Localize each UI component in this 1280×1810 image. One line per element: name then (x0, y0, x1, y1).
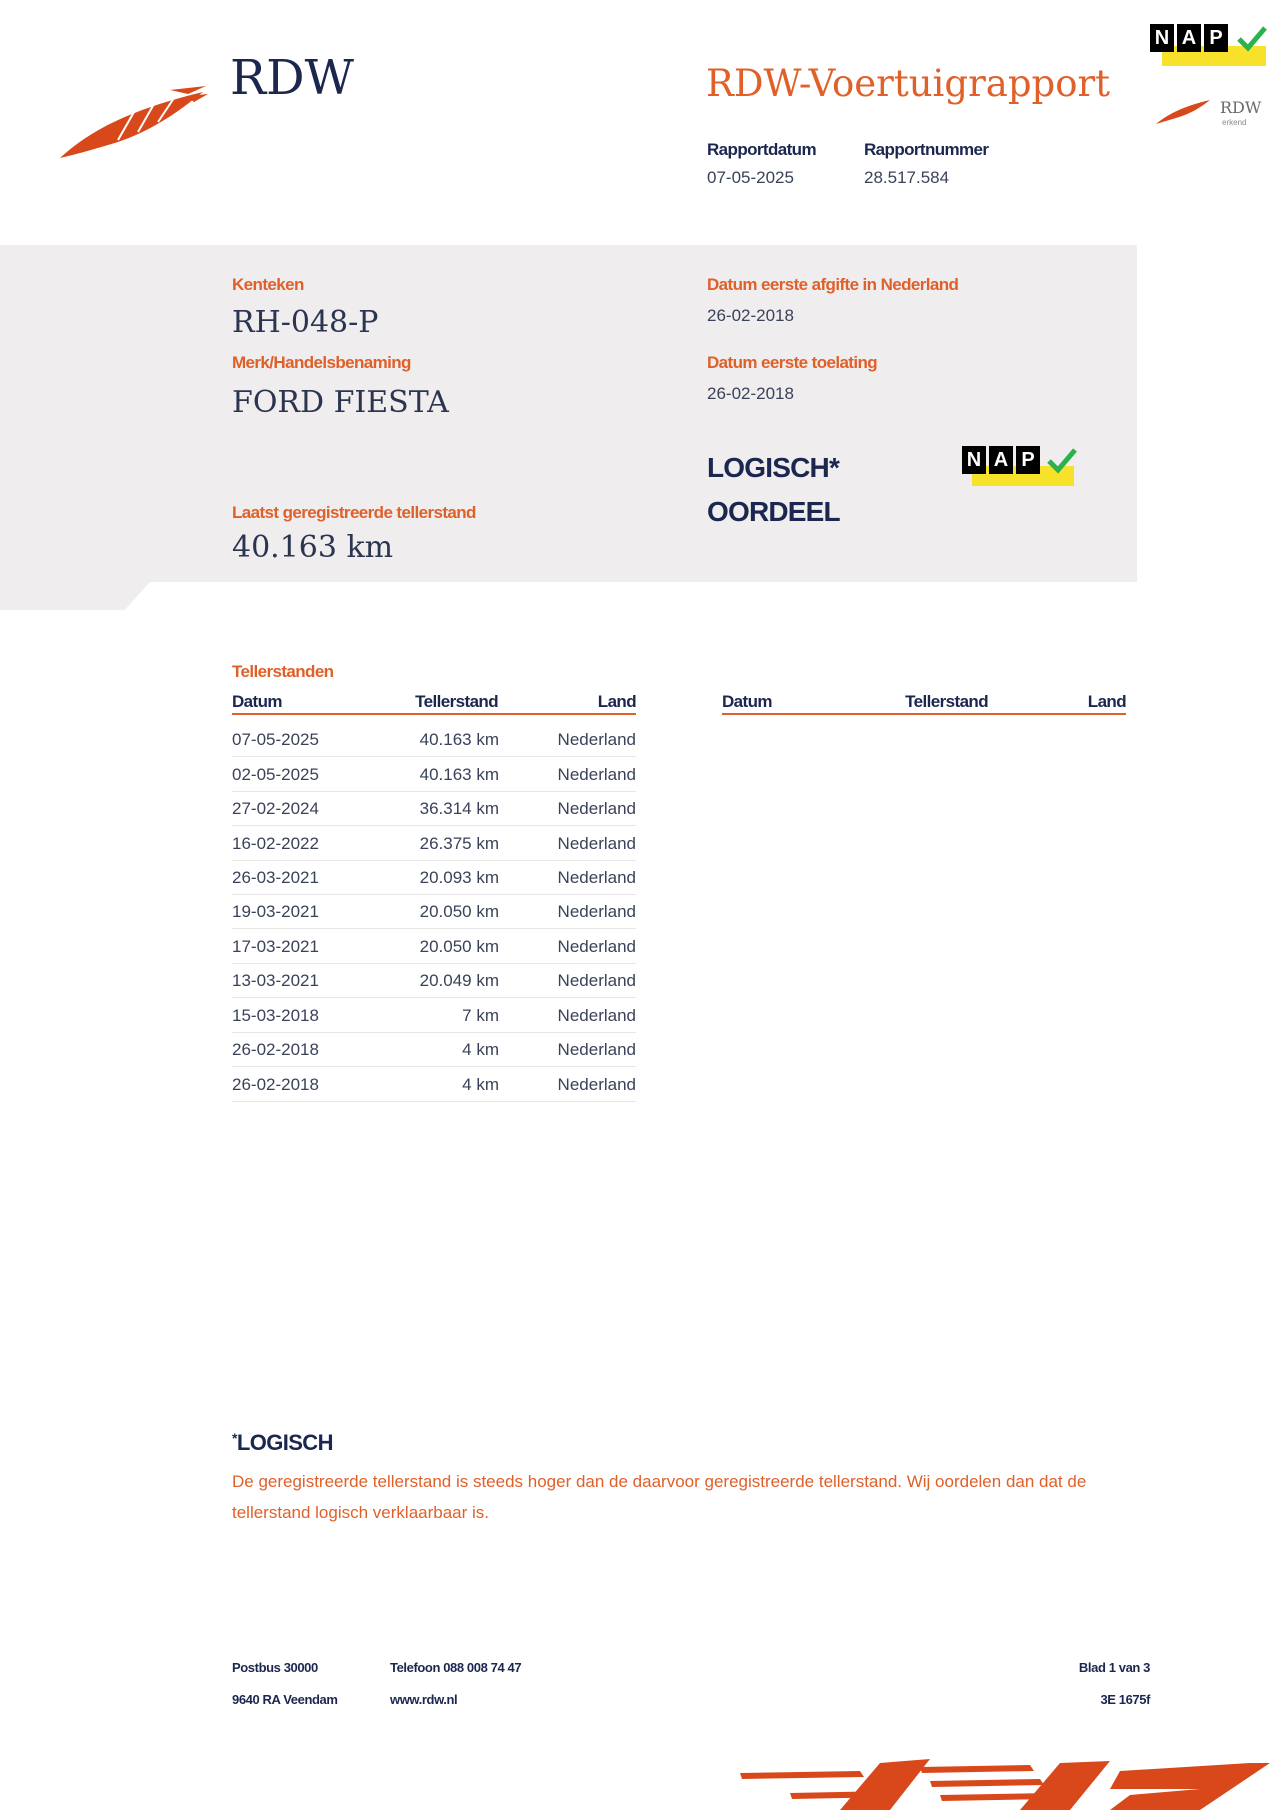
row-tellerstand: 26.375 km (419, 834, 499, 853)
footer-page-number: Blad 1 van 3 (1078, 1660, 1150, 1675)
row-land: Nederland (557, 799, 636, 818)
row-datum: 26-03-2021 (232, 868, 319, 887)
rapportnummer-label: Rapportnummer (864, 140, 989, 159)
column-header-datum: Datum (232, 692, 282, 711)
kenteken-value: RH-048-P (232, 305, 379, 340)
note-asterisk: * (232, 1430, 237, 1446)
erkend-brand: RDW (1220, 98, 1262, 117)
row-datum: 19-03-2021 (232, 902, 319, 921)
row-datum: 26-02-2018 (232, 1040, 319, 1059)
row-tellerstand: 40.163 km (419, 730, 499, 749)
row-datum: 27-02-2024 (232, 799, 319, 818)
footer-document-code: 3E 1675f (1100, 1692, 1150, 1707)
row-tellerstand: 40.163 km (419, 765, 499, 784)
row-land: Nederland (557, 765, 636, 784)
column-header-datum-2: Datum (722, 692, 772, 711)
decorative-stripes (730, 1755, 1280, 1810)
row-tellerstand: 20.050 km (419, 902, 499, 921)
nap-letter: P (1016, 446, 1040, 474)
note-title (232, 1430, 333, 1456)
merk-label: Merk/Handelsbenaming (232, 353, 411, 372)
report-title: RDW-Voertuigrapport (706, 62, 1111, 105)
kenteken-label: Kenteken (232, 275, 304, 294)
table-header-rule-2 (722, 713, 1126, 715)
row-tellerstand: 36.314 km (419, 799, 499, 818)
footer-postbus: Postbus 30000 (232, 1660, 318, 1675)
table-row (232, 998, 636, 1033)
row-datum: 07-05-2025 (232, 730, 319, 749)
merk-value: FORD FIESTA (232, 385, 449, 420)
row-land: Nederland (557, 902, 636, 921)
afgifte-value: 26-02-2018 (707, 306, 794, 325)
tellerstand-label: Laatst geregistreerde tellerstand (232, 503, 476, 522)
tellerstand-value: 40.163 km (232, 530, 394, 565)
row-land: Nederland (557, 1075, 636, 1094)
nap-badge-top (1150, 24, 1270, 68)
nap-letter: A (989, 446, 1013, 474)
nap-letter: N (1150, 24, 1174, 52)
nap-letter: N (962, 446, 986, 474)
table-row (232, 929, 636, 964)
table-row (232, 963, 636, 998)
table-row (232, 826, 636, 861)
row-datum: 17-03-2021 (232, 937, 319, 956)
footer-telefoon: Telefoon 088 008 74 47 (390, 1660, 522, 1675)
rapportdatum-value: 07-05-2025 (707, 168, 794, 187)
row-tellerstand: 20.050 km (419, 937, 499, 956)
summary-panel (0, 245, 1137, 582)
table-row (232, 1032, 636, 1067)
row-land: Nederland (557, 730, 636, 749)
nap-badge (962, 446, 1082, 490)
row-tellerstand: 20.049 km (419, 971, 499, 990)
table-row (232, 757, 636, 792)
oordeel-status: LOGISCH* (707, 452, 840, 483)
table-row (232, 791, 636, 826)
row-land: Nederland (557, 1040, 636, 1059)
erkend-sub: erkend (1222, 118, 1247, 127)
row-land: Nederland (557, 1006, 636, 1025)
summary-panel-tail (0, 582, 150, 610)
rapportdatum-label: Rapportdatum (707, 140, 816, 159)
toelating-value: 26-02-2018 (707, 384, 794, 403)
table-row (232, 1067, 636, 1102)
column-header-tellerstand: Tellerstand (415, 692, 498, 711)
rdw-logo-icon (58, 82, 208, 162)
row-datum: 15-03-2018 (232, 1006, 319, 1025)
table-row (232, 894, 636, 929)
row-tellerstand: 4 km (462, 1040, 499, 1059)
table-row (232, 860, 636, 895)
row-land: Nederland (557, 971, 636, 990)
table-header-rule (232, 713, 636, 715)
column-header-land: Land (597, 692, 636, 711)
toelating-label: Datum eerste toelating (707, 353, 878, 372)
tellerstanden-title: Tellerstanden (232, 662, 334, 681)
row-datum: 16-02-2022 (232, 834, 319, 853)
row-tellerstand: 7 km (462, 1006, 499, 1025)
row-land: Nederland (557, 937, 636, 956)
row-datum: 26-02-2018 (232, 1075, 319, 1094)
oordeel-label: OORDEEL (707, 496, 840, 527)
nap-letter: P (1204, 24, 1228, 52)
column-header-tellerstand-2: Tellerstand (905, 692, 988, 711)
footer-plaats: 9640 RA Veendam (232, 1692, 338, 1707)
row-datum: 13-03-2021 (232, 971, 319, 990)
row-land: Nederland (557, 868, 636, 887)
check-icon (1046, 446, 1078, 476)
afgifte-label: Datum eerste afgifte in Nederland (707, 275, 959, 294)
rdw-erkend-logo-icon (1154, 96, 1214, 126)
check-icon (1236, 24, 1268, 54)
note-title-text: LOGISCH (236, 1430, 333, 1455)
row-tellerstand: 20.093 km (419, 868, 499, 887)
row-tellerstand: 4 km (462, 1075, 499, 1094)
row-land: Nederland (557, 834, 636, 853)
note-text: De geregistreerde tellerstand is steeds hoger dan de daarvoor geregistreerde tellerstand. Wij oordelen dan dat de tellerstand logisch verklaarbaar is. (232, 1472, 1087, 1522)
brand-name: RDW (230, 50, 354, 106)
rapportnummer-value: 28.517.584 (864, 168, 950, 187)
column-header-land-2: Land (1087, 692, 1126, 711)
nap-letter: A (1177, 24, 1201, 52)
table-row (232, 722, 636, 757)
row-datum: 02-05-2025 (232, 765, 319, 784)
footer-website: www.rdw.nl (390, 1692, 458, 1707)
